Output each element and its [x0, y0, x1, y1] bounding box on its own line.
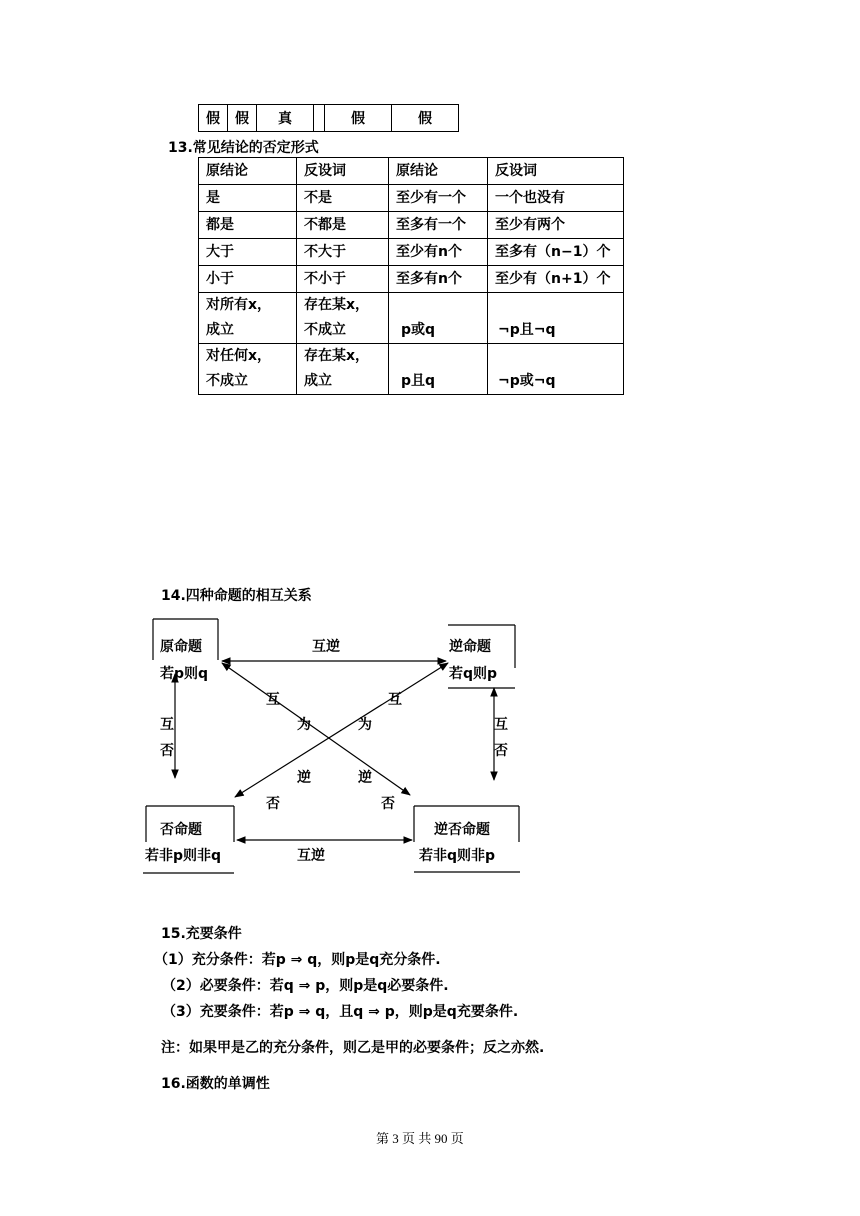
cell-line: 不成立	[304, 322, 346, 338]
table-cell: 至少有一个	[389, 185, 488, 212]
table-cell: 假	[325, 105, 392, 132]
original-proposition-name: 原命题	[160, 639, 202, 655]
cell-line: 存在某x，	[304, 297, 370, 313]
diagonal-label: 否	[381, 796, 395, 812]
top-relation-label: 互逆	[312, 639, 340, 655]
bottom-relation-label: 互逆	[297, 848, 325, 864]
table-cell: 至多有（n−1）个	[488, 239, 624, 266]
left-relation-label: 否	[160, 743, 174, 759]
necessary-sufficient-line: （3）充要条件：若p ⇒ q，且q ⇒ p，则p是q充要条件.	[162, 1004, 519, 1020]
table-cell: 反设词	[297, 158, 389, 185]
cell-line: 成立	[304, 373, 332, 389]
table-cell: 不小于	[297, 266, 389, 293]
converse-proposition-form: 若q则p	[449, 666, 498, 682]
table-cell: 是	[199, 185, 297, 212]
table-cell: 至少有（n+1）个	[488, 266, 624, 293]
table-cell: ¬p或¬q	[488, 344, 624, 395]
table-cell: 真	[257, 105, 314, 132]
diagonal-label: 互	[266, 692, 280, 708]
table-cell: 小于	[199, 266, 297, 293]
diagonal-label: 互	[388, 692, 402, 708]
cell-line: 成立	[206, 322, 234, 338]
table-cell: 不都是	[297, 212, 389, 239]
table-cell: 假	[392, 105, 459, 132]
table-cell: 假	[228, 105, 257, 132]
table-cell: 都是	[199, 212, 297, 239]
section-15-title: 15.充要条件	[161, 926, 242, 942]
table-cell: 反设词	[488, 158, 624, 185]
cell-line: 存在某x，	[304, 348, 370, 364]
necessary-condition-line: （2）必要条件：若q ⇒ p，则p是q必要条件.	[162, 978, 449, 994]
inverse-proposition-name: 否命题	[160, 822, 202, 838]
diag-arrow-2	[235, 663, 448, 797]
table-cell: 大于	[199, 239, 297, 266]
table-cell: ¬p且¬q	[488, 293, 624, 344]
inverse-proposition-form: 若非p则非q	[145, 848, 222, 864]
diagonal-label: 逆	[358, 770, 372, 786]
page-footer: 第 3 页 共 90 页	[376, 1131, 464, 1146]
table-cell: 至多有一个	[389, 212, 488, 239]
cell-line: 不成立	[206, 373, 248, 389]
diagonal-label: 否	[266, 796, 280, 812]
table-cell: 至多有n个	[389, 266, 488, 293]
right-relation-label: 否	[494, 743, 508, 759]
table-cell: 不大于	[297, 239, 389, 266]
contrapositive-proposition-form: 若非q则非p	[419, 848, 496, 864]
converse-proposition-name: 逆命题	[449, 639, 491, 655]
table-cell: 至少有n个	[389, 239, 488, 266]
left-relation-label: 互	[160, 717, 174, 733]
section-14-title: 14.四种命题的相互关系	[161, 588, 312, 604]
diagonal-label: 逆	[297, 770, 311, 786]
table-cell: 假	[199, 105, 228, 132]
contrapositive-proposition-name: 逆否命题	[434, 822, 490, 838]
cell-line: 对任何x，	[206, 348, 272, 364]
diagonal-label: 为	[358, 717, 372, 733]
note-line: 注：如果甲是乙的充分条件，则乙是甲的必要条件；反之亦然.	[161, 1040, 545, 1056]
section-13-title: 13.常见结论的否定形式	[168, 140, 319, 156]
table-cell: 不是	[297, 185, 389, 212]
table-cell: 一个也没有	[488, 185, 624, 212]
diag-arrow-1	[222, 663, 410, 795]
table-cell: 至少有两个	[488, 212, 624, 239]
right-relation-label: 互	[494, 717, 508, 733]
table-cell: p或q	[389, 293, 488, 344]
diagonal-label: 为	[297, 717, 311, 733]
relation-arrows	[175, 661, 494, 840]
sufficient-condition-line: （1）充分条件：若p ⇒ q，则p是q充分条件.	[154, 952, 441, 968]
original-proposition-form: 若p则q	[160, 666, 209, 682]
table-cell: 原结论	[199, 158, 297, 185]
cell-line: 对所有x，	[206, 297, 272, 313]
table-cell: p且q	[389, 344, 488, 395]
section-16-title: 16.函数的单调性	[161, 1076, 270, 1092]
table-cell: 原结论	[389, 158, 488, 185]
